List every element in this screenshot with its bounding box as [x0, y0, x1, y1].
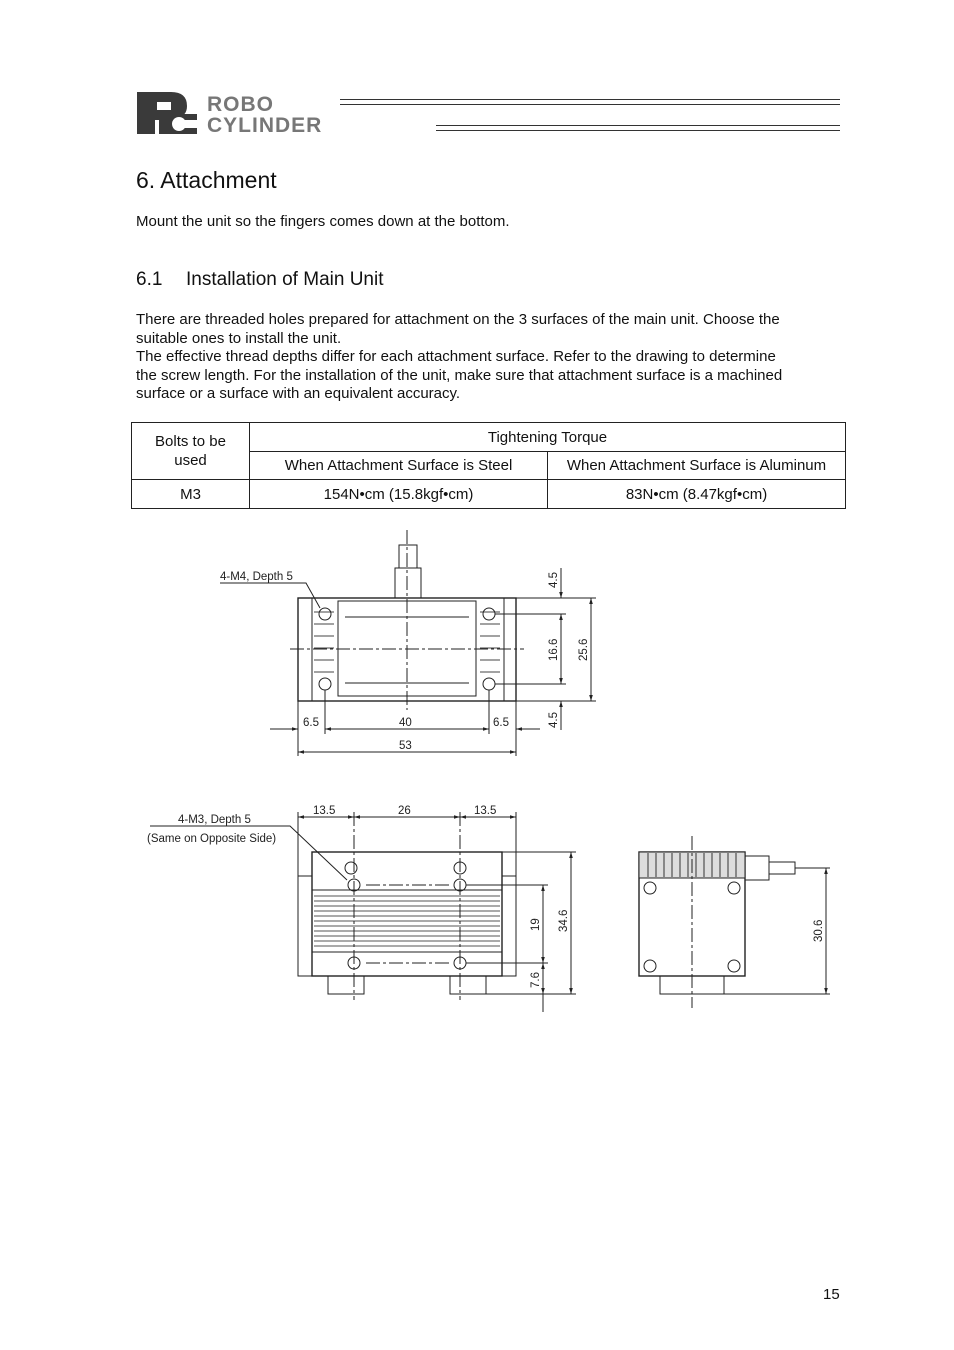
dim-label: 4.5: [548, 572, 560, 588]
callout-m3-note: (Same on Opposite Side): [147, 833, 277, 845]
paragraph-line: the screw length. For the installation of the unit, make sure that attachment surface is a machined: [136, 366, 783, 384]
m4-hole: [483, 608, 495, 620]
header-tightening-torque: Tightening Torque: [250, 423, 846, 452]
header-bolts-line1: Bolts to be: [155, 433, 226, 450]
header-aluminum: When Attachment Surface is Aluminum: [548, 452, 846, 480]
dim-label: 19: [530, 918, 542, 931]
section-intro: Mount the unit so the fingers comes down at the bottom.: [136, 213, 510, 230]
m4-hole: [319, 678, 331, 690]
dim-label: 16.6: [548, 638, 560, 661]
paragraph-line: There are threaded holes prepared for attachment on the 3 surfaces of the main unit. Choose the: [136, 311, 780, 328]
subsection-title: Installation of Main Unit: [186, 269, 384, 290]
dim-label: 40: [399, 717, 412, 729]
paragraph-line: suitable ones to install the unit.: [136, 329, 342, 347]
dim-label: 53: [399, 740, 412, 752]
paragraph-line: The effective thread depths differ for each attachment surface. Refer to the drawing to determine: [136, 348, 776, 365]
cell-bolt: M3: [132, 480, 250, 509]
dim-label: 26: [398, 805, 411, 817]
callout-m3: 4-M3, Depth 5: [178, 814, 251, 826]
dim-label: 13.5: [313, 805, 336, 817]
logo-text-robo: ROBO: [207, 93, 274, 116]
callout-m4: 4-M4, Depth 5: [220, 571, 293, 583]
dim-label: 30.6: [813, 919, 825, 942]
dim-label: 6.5: [493, 717, 509, 729]
dim-label: 6.5: [303, 717, 319, 729]
cell-aluminum: 83N•cm (8.47kgf•cm): [548, 480, 846, 509]
m4-hole: [483, 678, 495, 690]
dim-label: 7.6: [530, 972, 542, 988]
subsection-number: 6.1: [136, 269, 163, 290]
logo-text-cylinder: CYLINDER: [207, 114, 323, 136]
dim-label: 4.5: [548, 712, 560, 728]
paragraph-line: surface or a surface with an equivalent accuracy.: [136, 385, 461, 402]
side-view: [639, 836, 830, 1008]
dim-label: 25.6: [578, 638, 590, 661]
header-steel: When Attachment Surface is Steel: [250, 452, 548, 480]
page-number: 15: [823, 1286, 840, 1303]
m4-hole: [319, 608, 331, 620]
section-title: 6. Attachment: [136, 167, 277, 193]
cell-steel: 154N•cm (15.8kgf•cm): [250, 480, 548, 509]
dim-label: 13.5: [474, 805, 497, 817]
dim-label: 34.6: [558, 909, 570, 932]
header-bolts-line2: used: [174, 452, 207, 469]
